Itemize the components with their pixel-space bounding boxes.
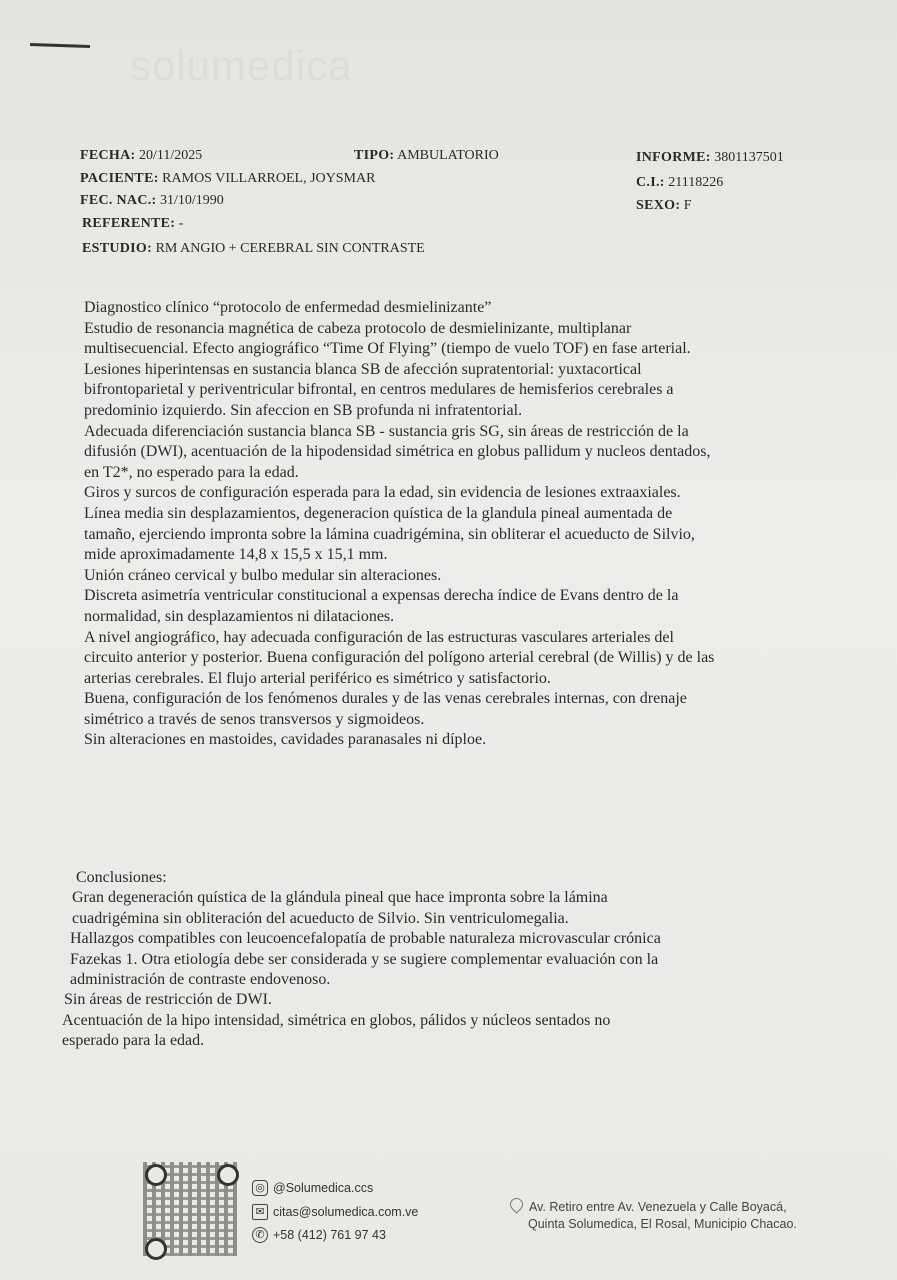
whatsapp-icon: ✆: [252, 1227, 268, 1243]
instagram-icon: ◎: [252, 1180, 268, 1196]
fecha-field: [80, 148, 202, 164]
tipo-field: [354, 148, 499, 164]
report-paragraph: Sin alteraciones en mastoides, cavidades paranasales ni díploe.: [84, 731, 487, 749]
conclusion-item: Sin áreas de restricción de DWI.: [64, 991, 272, 1009]
informe-label: INFORME:: [636, 150, 711, 165]
sexo-field: [636, 198, 692, 214]
address-line-1: Av. Retiro entre Av. Venezuela y Calle Boyacá,: [529, 1200, 787, 1214]
referente-value: -: [178, 216, 184, 231]
fecha-label: FECHA:: [80, 148, 136, 163]
report-paragraph: Lesiones hiperintensas en sustancia blanca SB de afección supratentorial: yuxtacortical bifrontoparietal y periventricular bifrontal, en centros medulares de hemisferios cerebrales a predominio izquierdo. Sin afeccion en SB profunda ni infratentorial.: [84, 360, 674, 419]
fecnac-field: [80, 193, 224, 209]
qr-finder-icon: [217, 1164, 239, 1186]
address-block: [510, 1198, 797, 1233]
report-body: [84, 298, 724, 751]
fecnac-value: 31/10/1990: [160, 193, 224, 208]
conclusion-item: Gran degeneración quística de la glándula pineal que hace impronta sobre la lámina cuadrigémina sin obliteración del acueducto de Silvio. Sin ventriculomegalia.: [72, 889, 608, 927]
watermark-logo: solumedica: [130, 42, 353, 89]
fecnac-label: FEC. NAC.:: [80, 193, 157, 208]
qr-finder-icon: [145, 1164, 167, 1186]
ci-field: [636, 175, 723, 191]
qr-finder-icon: [145, 1238, 167, 1260]
ci-label: C.I.:: [636, 175, 665, 190]
report-paragraph: Estudio de resonancia magnética de cabeza protocolo de desmielinizante, multiplanar multisecuencial. Efecto angiográfico “Time Of Flying” (tiempo de vuelo TOF) en fase arterial.: [84, 319, 691, 358]
referente-field: [82, 216, 183, 232]
report-paragraph: Giros y surcos de configuración esperada para la edad, sin evidencia de lesiones extraaxiales.: [84, 484, 681, 502]
report-paragraph: Línea media sin desplazamientos, degeneracion quística de la glandula pineal aumentada de tamaño, ejerciendo impronta sobre la lámina cuadrigémina, sin obliterar el acueducto de Silvio, mide aproximadamente 14,8 x 15,5 x 15,1 mm.: [84, 504, 695, 564]
location-pin-icon: [507, 1195, 525, 1213]
conclusions-title: Conclusiones:: [76, 869, 167, 886]
instagram-handle: @Solumedica.ccs: [273, 1181, 374, 1195]
ci-value: 21118226: [668, 175, 724, 190]
estudio-field: [82, 241, 425, 257]
phone-contact: [252, 1227, 386, 1243]
sexo-label: SEXO:: [636, 198, 681, 213]
informe-field: [636, 150, 784, 166]
address-line-2: Quinta Solumedica, El Rosal, Municipio Chacao.: [528, 1217, 797, 1231]
mail-icon: ✉: [252, 1204, 268, 1220]
conclusion-item: Acentuación de la hipo intensidad, simétrica en globos, pálidos y núcleos sentados no esperado para la edad.: [62, 1011, 611, 1050]
report-paragraph: Buena, configuración de los fenómenos durales y de las venas cerebrales internas, con drenaje simétrico a través de senos transversos y sigmoideos.: [84, 690, 687, 728]
conclusion-item: Hallazgos compatibles con leucoencefalopatía de probable naturaleza microvascular crónica Fazekas 1. Otra etiología debe ser considerada y se sugiere complementar evaluación con la administración de contraste endovenoso.: [70, 930, 661, 989]
email-address: citas@solumedica.com.ve: [273, 1205, 419, 1219]
estudio-label: ESTUDIO:: [82, 241, 153, 256]
tipo-value: AMBULATORIO: [397, 148, 499, 163]
estudio-value: RM ANGIO + CEREBRAL SIN CONTRASTE: [155, 241, 425, 256]
sexo-value: F: [683, 198, 692, 213]
fecha-value: 20/11/2025: [138, 148, 203, 163]
pen-mark: [30, 43, 90, 48]
referente-label: REFERENTE:: [82, 216, 176, 231]
paciente-value: RAMOS VILLARROEL, JOYSMAR: [162, 171, 376, 186]
conclusions-section: [62, 868, 662, 1052]
report-paragraph: A nivel angiográfico, hay adecuada configuración de las estructuras vasculares arteriales del circuito anterior y posterior. Buena configuración del polígono arterial cerebral (de Willis) y de las arterias cerebrales. El flujo arterial periférico es simétrico y satisfactorio.: [84, 628, 715, 687]
report-paragraph: Discreta asimetría ventricular constitucional a expensas derecha índice de Evans dentro de la normalidad, sin desplazamientos ni dilataciones.: [84, 587, 679, 625]
tipo-label: TIPO:: [354, 148, 395, 163]
instagram-contact: [252, 1180, 373, 1196]
informe-value: 3801137501: [714, 150, 784, 165]
phone-number: +58 (412) 761 97 43: [273, 1228, 386, 1242]
paciente-field: [80, 171, 375, 187]
footer: [0, 1158, 897, 1268]
report-paragraph: Unión cráneo cervical y bulbo medular sin alteraciones.: [84, 566, 442, 584]
report-paragraph: Diagnostico clínico “protocolo de enfermedad desmielinizante”: [84, 299, 492, 316]
email-contact: [252, 1204, 418, 1220]
paciente-label: PACIENTE:: [80, 171, 159, 186]
report-paragraph: Adecuada diferenciación sustancia blanca SB - sustancia gris SG, sin áreas de restricción de la difusión (DWI), acentuación de la hipodensidad simétrica en globus pallidum y nucleos dentados, en T2*, no esperado para la edad.: [84, 422, 711, 481]
